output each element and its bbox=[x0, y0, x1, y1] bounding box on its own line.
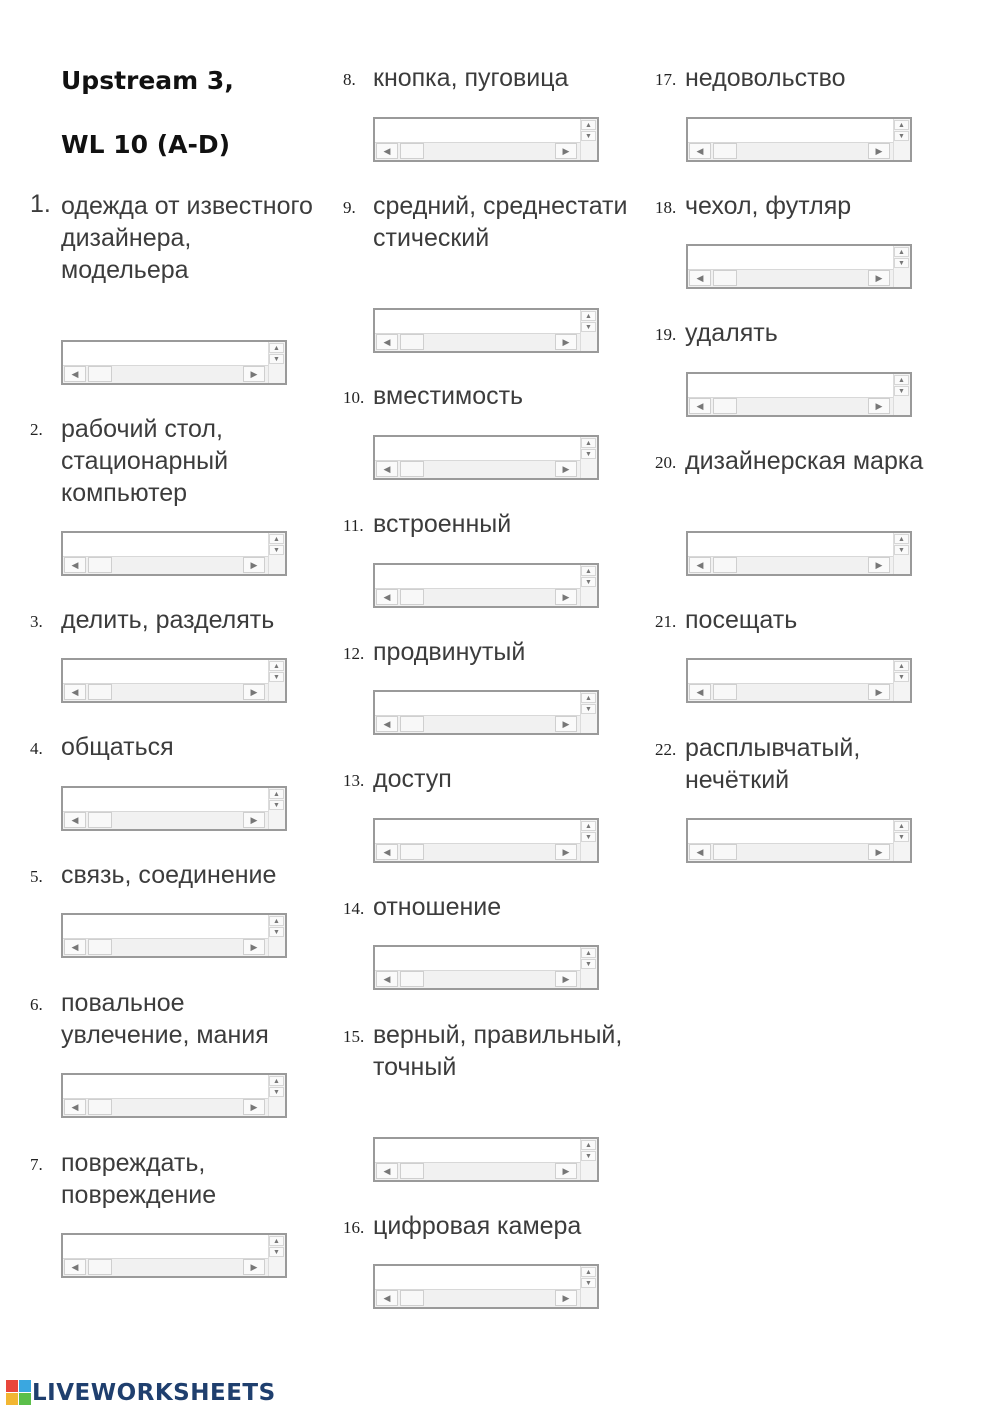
item-3-number: 3. bbox=[30, 612, 43, 631]
scrollbar-thumb[interactable] bbox=[88, 1099, 112, 1115]
item-5-prompt: связь, соединение bbox=[61, 861, 277, 889]
item-16-prompt: цифровая камера bbox=[373, 1212, 582, 1240]
answer-textarea-17[interactable] bbox=[686, 117, 912, 162]
item-12-prompt: продвинутый bbox=[373, 638, 526, 666]
item-11-number: 11. bbox=[343, 516, 364, 535]
scroll-up-icon[interactable]: ▲ bbox=[581, 948, 596, 958]
vertical-scrollbar[interactable] bbox=[268, 788, 285, 829]
vertical-scrollbar[interactable] bbox=[580, 820, 597, 861]
answer-textarea-10[interactable] bbox=[373, 435, 599, 480]
item-19-prompt: удалять bbox=[685, 319, 778, 347]
answer-textarea-14[interactable] bbox=[373, 945, 599, 990]
answer-textarea-18[interactable] bbox=[686, 244, 912, 289]
scroll-up-icon[interactable]: ▲ bbox=[269, 1236, 284, 1246]
scroll-up-icon[interactable]: ▲ bbox=[269, 916, 284, 926]
scroll-left-icon[interactable]: ◀ bbox=[376, 1290, 398, 1306]
vertical-scrollbar[interactable] bbox=[580, 692, 597, 733]
item-18-number: 18. bbox=[655, 198, 677, 217]
item-9-number: 9. bbox=[343, 198, 356, 217]
scroll-down-icon[interactable]: ▼ bbox=[581, 1151, 596, 1161]
item-14-number: 14. bbox=[343, 899, 365, 918]
scroll-down-icon[interactable]: ▼ bbox=[269, 800, 284, 810]
vertical-scrollbar[interactable] bbox=[580, 310, 597, 351]
scrollbar-thumb[interactable] bbox=[400, 461, 424, 477]
scroll-down-icon[interactable]: ▼ bbox=[269, 672, 284, 682]
scroll-up-icon[interactable]: ▲ bbox=[894, 247, 909, 257]
scroll-right-icon[interactable]: ▶ bbox=[555, 716, 577, 732]
vertical-scrollbar[interactable] bbox=[580, 947, 597, 988]
scroll-left-icon[interactable]: ◀ bbox=[64, 557, 86, 573]
horizontal-scrollbar[interactable] bbox=[375, 142, 580, 160]
scroll-up-icon[interactable]: ▲ bbox=[581, 311, 596, 321]
scroll-up-icon[interactable]: ▲ bbox=[581, 821, 596, 831]
item-13-prompt: доступ bbox=[373, 765, 452, 793]
answer-textarea-21[interactable] bbox=[686, 658, 912, 703]
scroll-down-icon[interactable]: ▼ bbox=[894, 832, 909, 842]
scroll-down-icon[interactable]: ▼ bbox=[269, 354, 284, 364]
vertical-scrollbar[interactable] bbox=[268, 1075, 285, 1116]
scroll-right-icon[interactable]: ▶ bbox=[868, 270, 890, 286]
scroll-up-icon[interactable]: ▲ bbox=[894, 821, 909, 831]
item-10-number: 10. bbox=[343, 388, 365, 407]
answer-textarea-6[interactable] bbox=[61, 1073, 287, 1118]
scroll-left-icon[interactable]: ◀ bbox=[376, 143, 398, 159]
item-16-number: 16. bbox=[343, 1218, 365, 1237]
scroll-down-icon[interactable]: ▼ bbox=[581, 577, 596, 587]
item-12-number: 12. bbox=[343, 644, 365, 663]
horizontal-scrollbar[interactable] bbox=[63, 556, 268, 574]
scroll-down-icon[interactable]: ▼ bbox=[894, 545, 909, 555]
scroll-down-icon[interactable]: ▼ bbox=[581, 1278, 596, 1288]
scroll-left-icon[interactable]: ◀ bbox=[689, 143, 711, 159]
answer-textarea-12[interactable] bbox=[373, 690, 599, 735]
vertical-scrollbar[interactable] bbox=[268, 533, 285, 574]
item-10-prompt: вместимость bbox=[373, 382, 524, 410]
item-17-number: 17. bbox=[655, 70, 677, 89]
scroll-down-icon[interactable]: ▼ bbox=[581, 959, 596, 969]
item-20-number: 20. bbox=[655, 453, 677, 472]
scrollbar-thumb[interactable] bbox=[88, 939, 112, 955]
scroll-left-icon[interactable]: ◀ bbox=[64, 366, 86, 382]
item-4-number: 4. bbox=[30, 739, 43, 758]
scroll-right-icon[interactable]: ▶ bbox=[555, 143, 577, 159]
scroll-up-icon[interactable]: ▲ bbox=[269, 789, 284, 799]
answer-textarea-1[interactable] bbox=[61, 340, 287, 385]
scrollbar-thumb[interactable] bbox=[713, 557, 737, 573]
scrollbar-thumb[interactable] bbox=[400, 716, 424, 732]
horizontal-scrollbar[interactable] bbox=[688, 843, 893, 861]
scroll-right-icon[interactable]: ▶ bbox=[243, 557, 265, 573]
item-21-prompt: посещать bbox=[685, 606, 798, 634]
item-15-number: 15. bbox=[343, 1027, 365, 1046]
vertical-scrollbar[interactable] bbox=[268, 660, 285, 701]
horizontal-scrollbar[interactable] bbox=[63, 365, 268, 383]
scroll-up-icon[interactable]: ▲ bbox=[581, 438, 596, 448]
scroll-left-icon[interactable]: ◀ bbox=[376, 844, 398, 860]
scroll-left-icon[interactable]: ◀ bbox=[376, 461, 398, 477]
scroll-left-icon[interactable]: ◀ bbox=[689, 557, 711, 573]
scroll-left-icon[interactable]: ◀ bbox=[689, 684, 711, 700]
scroll-right-icon[interactable]: ▶ bbox=[243, 939, 265, 955]
item-7-prompt: повреждать, повреждение bbox=[61, 1149, 217, 1209]
scroll-up-icon[interactable]: ▲ bbox=[581, 1267, 596, 1277]
scrollbar-thumb[interactable] bbox=[400, 334, 424, 350]
scrollbar-thumb[interactable] bbox=[88, 366, 112, 382]
scroll-right-icon[interactable]: ▶ bbox=[243, 812, 265, 828]
item-14-prompt: отношение bbox=[373, 893, 502, 921]
item-9-prompt: средний, среднестатистический bbox=[373, 192, 628, 252]
vertical-scrollbar[interactable] bbox=[893, 660, 910, 701]
horizontal-scrollbar[interactable] bbox=[688, 683, 893, 701]
scroll-right-icon[interactable]: ▶ bbox=[555, 971, 577, 987]
vertical-scrollbar[interactable] bbox=[580, 437, 597, 478]
scroll-down-icon[interactable]: ▼ bbox=[581, 449, 596, 459]
vertical-scrollbar[interactable] bbox=[268, 1235, 285, 1276]
scroll-up-icon[interactable]: ▲ bbox=[894, 534, 909, 544]
answer-textarea-7[interactable] bbox=[61, 1233, 287, 1278]
vertical-scrollbar[interactable] bbox=[580, 1139, 597, 1180]
item-1-prompt: одежда от известного дизайнера, модельера bbox=[61, 192, 313, 284]
liveworksheets-logo bbox=[6, 1380, 276, 1406]
scroll-up-icon[interactable]: ▲ bbox=[581, 120, 596, 130]
vertical-scrollbar[interactable] bbox=[580, 1266, 597, 1307]
horizontal-scrollbar[interactable] bbox=[688, 269, 893, 287]
scroll-down-icon[interactable]: ▼ bbox=[894, 258, 909, 268]
item-8-number: 8. bbox=[343, 70, 356, 89]
answer-textarea-22[interactable] bbox=[686, 818, 912, 863]
horizontal-scrollbar[interactable] bbox=[63, 938, 268, 956]
scroll-up-icon[interactable]: ▲ bbox=[269, 661, 284, 671]
answer-textarea-8[interactable] bbox=[373, 117, 599, 162]
scroll-right-icon[interactable]: ▶ bbox=[868, 398, 890, 414]
scrollbar-thumb[interactable] bbox=[713, 270, 737, 286]
scrollbar-thumb[interactable] bbox=[713, 844, 737, 860]
scroll-right-icon[interactable]: ▶ bbox=[868, 143, 890, 159]
scroll-down-icon[interactable]: ▼ bbox=[581, 131, 596, 141]
scrollbar-thumb[interactable] bbox=[400, 971, 424, 987]
scrollbar-thumb[interactable] bbox=[88, 557, 112, 573]
scroll-right-icon[interactable]: ▶ bbox=[868, 684, 890, 700]
answer-textarea-5[interactable] bbox=[61, 913, 287, 958]
scroll-right-icon[interactable]: ▶ bbox=[243, 366, 265, 382]
item-7-number: 7. bbox=[30, 1155, 43, 1174]
scrollbar-thumb[interactable] bbox=[88, 1259, 112, 1275]
item-3-prompt: делить, разделять bbox=[61, 606, 275, 634]
answer-textarea-9[interactable] bbox=[373, 308, 599, 353]
scroll-up-icon[interactable]: ▲ bbox=[894, 120, 909, 130]
item-2-number: 2. bbox=[30, 420, 43, 439]
horizontal-scrollbar[interactable] bbox=[375, 588, 580, 606]
item-13-number: 13. bbox=[343, 771, 365, 790]
answer-textarea-15[interactable] bbox=[373, 1137, 599, 1182]
item-4-prompt: общаться bbox=[61, 733, 174, 761]
scroll-up-icon[interactable]: ▲ bbox=[894, 661, 909, 671]
scroll-left-icon[interactable]: ◀ bbox=[376, 334, 398, 350]
scrollbar-thumb[interactable] bbox=[713, 143, 737, 159]
scroll-right-icon[interactable]: ▶ bbox=[555, 589, 577, 605]
answer-textarea-16[interactable] bbox=[373, 1264, 599, 1309]
scroll-left-icon[interactable]: ◀ bbox=[376, 589, 398, 605]
item-11-prompt: встроенный bbox=[373, 510, 512, 538]
scrollbar-thumb[interactable] bbox=[400, 589, 424, 605]
scrollbar-thumb[interactable] bbox=[713, 684, 737, 700]
answer-textarea-13[interactable] bbox=[373, 818, 599, 863]
scroll-left-icon[interactable]: ◀ bbox=[376, 971, 398, 987]
answer-textarea-11[interactable] bbox=[373, 563, 599, 608]
scroll-down-icon[interactable]: ▼ bbox=[269, 1247, 284, 1257]
item-22-prompt: расплывчатый, нечёткий bbox=[685, 734, 861, 794]
scroll-right-icon[interactable]: ▶ bbox=[868, 557, 890, 573]
horizontal-scrollbar[interactable] bbox=[688, 556, 893, 574]
horizontal-scrollbar[interactable] bbox=[375, 843, 580, 861]
scroll-down-icon[interactable]: ▼ bbox=[894, 672, 909, 682]
logo-badge-icon bbox=[6, 1380, 32, 1406]
vertical-scrollbar[interactable] bbox=[580, 565, 597, 606]
scrollbar-thumb[interactable] bbox=[88, 812, 112, 828]
scroll-right-icon[interactable]: ▶ bbox=[555, 1163, 577, 1179]
vertical-scrollbar[interactable] bbox=[268, 915, 285, 956]
item-18-prompt: чехол, футляр bbox=[685, 192, 852, 220]
item-22-number: 22. bbox=[655, 740, 677, 759]
scrollbar-thumb[interactable] bbox=[400, 1290, 424, 1306]
scrollbar-thumb[interactable] bbox=[400, 844, 424, 860]
scroll-up-icon[interactable]: ▲ bbox=[581, 693, 596, 703]
title-line-1: Upstream 3, bbox=[61, 66, 234, 95]
scroll-left-icon[interactable]: ◀ bbox=[689, 270, 711, 286]
scroll-left-icon[interactable]: ◀ bbox=[64, 1259, 86, 1275]
scroll-left-icon[interactable]: ◀ bbox=[376, 716, 398, 732]
item-8-prompt: кнопка, пуговица bbox=[373, 64, 569, 92]
scroll-up-icon[interactable]: ▲ bbox=[581, 566, 596, 576]
scroll-down-icon[interactable]: ▼ bbox=[894, 386, 909, 396]
item-5-number: 5. bbox=[30, 867, 43, 886]
item-21-number: 21. bbox=[655, 612, 677, 631]
scrollbar-thumb[interactable] bbox=[713, 398, 737, 414]
answer-textarea-2[interactable] bbox=[61, 531, 287, 576]
horizontal-scrollbar[interactable] bbox=[63, 683, 268, 701]
vertical-scrollbar[interactable] bbox=[268, 342, 285, 383]
vertical-scrollbar[interactable] bbox=[580, 119, 597, 160]
scroll-up-icon[interactable]: ▲ bbox=[269, 1076, 284, 1086]
horizontal-scrollbar[interactable] bbox=[63, 1258, 268, 1276]
item-6-prompt: повальное увлечение, мания bbox=[61, 989, 269, 1049]
horizontal-scrollbar[interactable] bbox=[688, 397, 893, 415]
scroll-right-icon[interactable]: ▶ bbox=[555, 844, 577, 860]
item-2-prompt: рабочий стол, стационарный компьютер bbox=[61, 415, 229, 507]
scroll-left-icon[interactable]: ◀ bbox=[64, 1099, 86, 1115]
scroll-right-icon[interactable]: ▶ bbox=[243, 1259, 265, 1275]
item-17-prompt: недовольство bbox=[685, 64, 846, 92]
vertical-scrollbar[interactable] bbox=[893, 246, 910, 287]
scroll-left-icon[interactable]: ◀ bbox=[689, 398, 711, 414]
scroll-down-icon[interactable]: ▼ bbox=[581, 704, 596, 714]
scroll-right-icon[interactable]: ▶ bbox=[243, 684, 265, 700]
scroll-up-icon[interactable]: ▲ bbox=[269, 343, 284, 353]
scroll-left-icon[interactable]: ◀ bbox=[376, 1163, 398, 1179]
scroll-down-icon[interactable]: ▼ bbox=[581, 322, 596, 332]
scrollbar-thumb[interactable] bbox=[88, 684, 112, 700]
horizontal-scrollbar[interactable] bbox=[375, 1162, 580, 1180]
scrollbar-thumb[interactable] bbox=[400, 1163, 424, 1179]
vertical-scrollbar[interactable] bbox=[893, 374, 910, 415]
horizontal-scrollbar[interactable] bbox=[375, 970, 580, 988]
scroll-down-icon[interactable]: ▼ bbox=[269, 1087, 284, 1097]
logo-text: LIVEWORKSHEETS bbox=[32, 1380, 276, 1406]
scroll-left-icon[interactable]: ◀ bbox=[64, 939, 86, 955]
vertical-scrollbar[interactable] bbox=[893, 119, 910, 160]
horizontal-scrollbar[interactable] bbox=[63, 811, 268, 829]
title-line-2: WL 10 (A-D) bbox=[61, 130, 231, 159]
vertical-scrollbar[interactable] bbox=[893, 533, 910, 574]
answer-textarea-3[interactable] bbox=[61, 658, 287, 703]
item-19-number: 19. bbox=[655, 325, 677, 344]
scroll-left-icon[interactable]: ◀ bbox=[64, 684, 86, 700]
scroll-right-icon[interactable]: ▶ bbox=[868, 844, 890, 860]
horizontal-scrollbar[interactable] bbox=[375, 460, 580, 478]
horizontal-scrollbar[interactable] bbox=[63, 1098, 268, 1116]
scroll-down-icon[interactable]: ▼ bbox=[269, 927, 284, 937]
item-1-number: 1. bbox=[30, 190, 51, 218]
horizontal-scrollbar[interactable] bbox=[375, 1289, 580, 1307]
scroll-down-icon[interactable]: ▼ bbox=[581, 832, 596, 842]
item-15-prompt: верный, правильный, точный bbox=[373, 1021, 623, 1081]
scroll-left-icon[interactable]: ◀ bbox=[689, 844, 711, 860]
horizontal-scrollbar[interactable] bbox=[375, 715, 580, 733]
horizontal-scrollbar[interactable] bbox=[688, 142, 893, 160]
vertical-scrollbar[interactable] bbox=[893, 820, 910, 861]
scroll-right-icon[interactable]: ▶ bbox=[243, 1099, 265, 1115]
item-20-prompt: дизайнерская марка bbox=[685, 447, 924, 475]
answer-textarea-4[interactable] bbox=[61, 786, 287, 831]
scroll-down-icon[interactable]: ▼ bbox=[894, 131, 909, 141]
scroll-up-icon[interactable]: ▲ bbox=[269, 534, 284, 544]
scroll-left-icon[interactable]: ◀ bbox=[64, 812, 86, 828]
item-6-number: 6. bbox=[30, 995, 43, 1014]
scroll-right-icon[interactable]: ▶ bbox=[555, 334, 577, 350]
scroll-up-icon[interactable]: ▲ bbox=[894, 375, 909, 385]
scroll-right-icon[interactable]: ▶ bbox=[555, 461, 577, 477]
scroll-right-icon[interactable]: ▶ bbox=[555, 1290, 577, 1306]
scroll-down-icon[interactable]: ▼ bbox=[269, 545, 284, 555]
scroll-up-icon[interactable]: ▲ bbox=[581, 1140, 596, 1150]
answer-textarea-20[interactable] bbox=[686, 531, 912, 576]
scrollbar-thumb[interactable] bbox=[400, 143, 424, 159]
answer-textarea-19[interactable] bbox=[686, 372, 912, 417]
horizontal-scrollbar[interactable] bbox=[375, 333, 580, 351]
